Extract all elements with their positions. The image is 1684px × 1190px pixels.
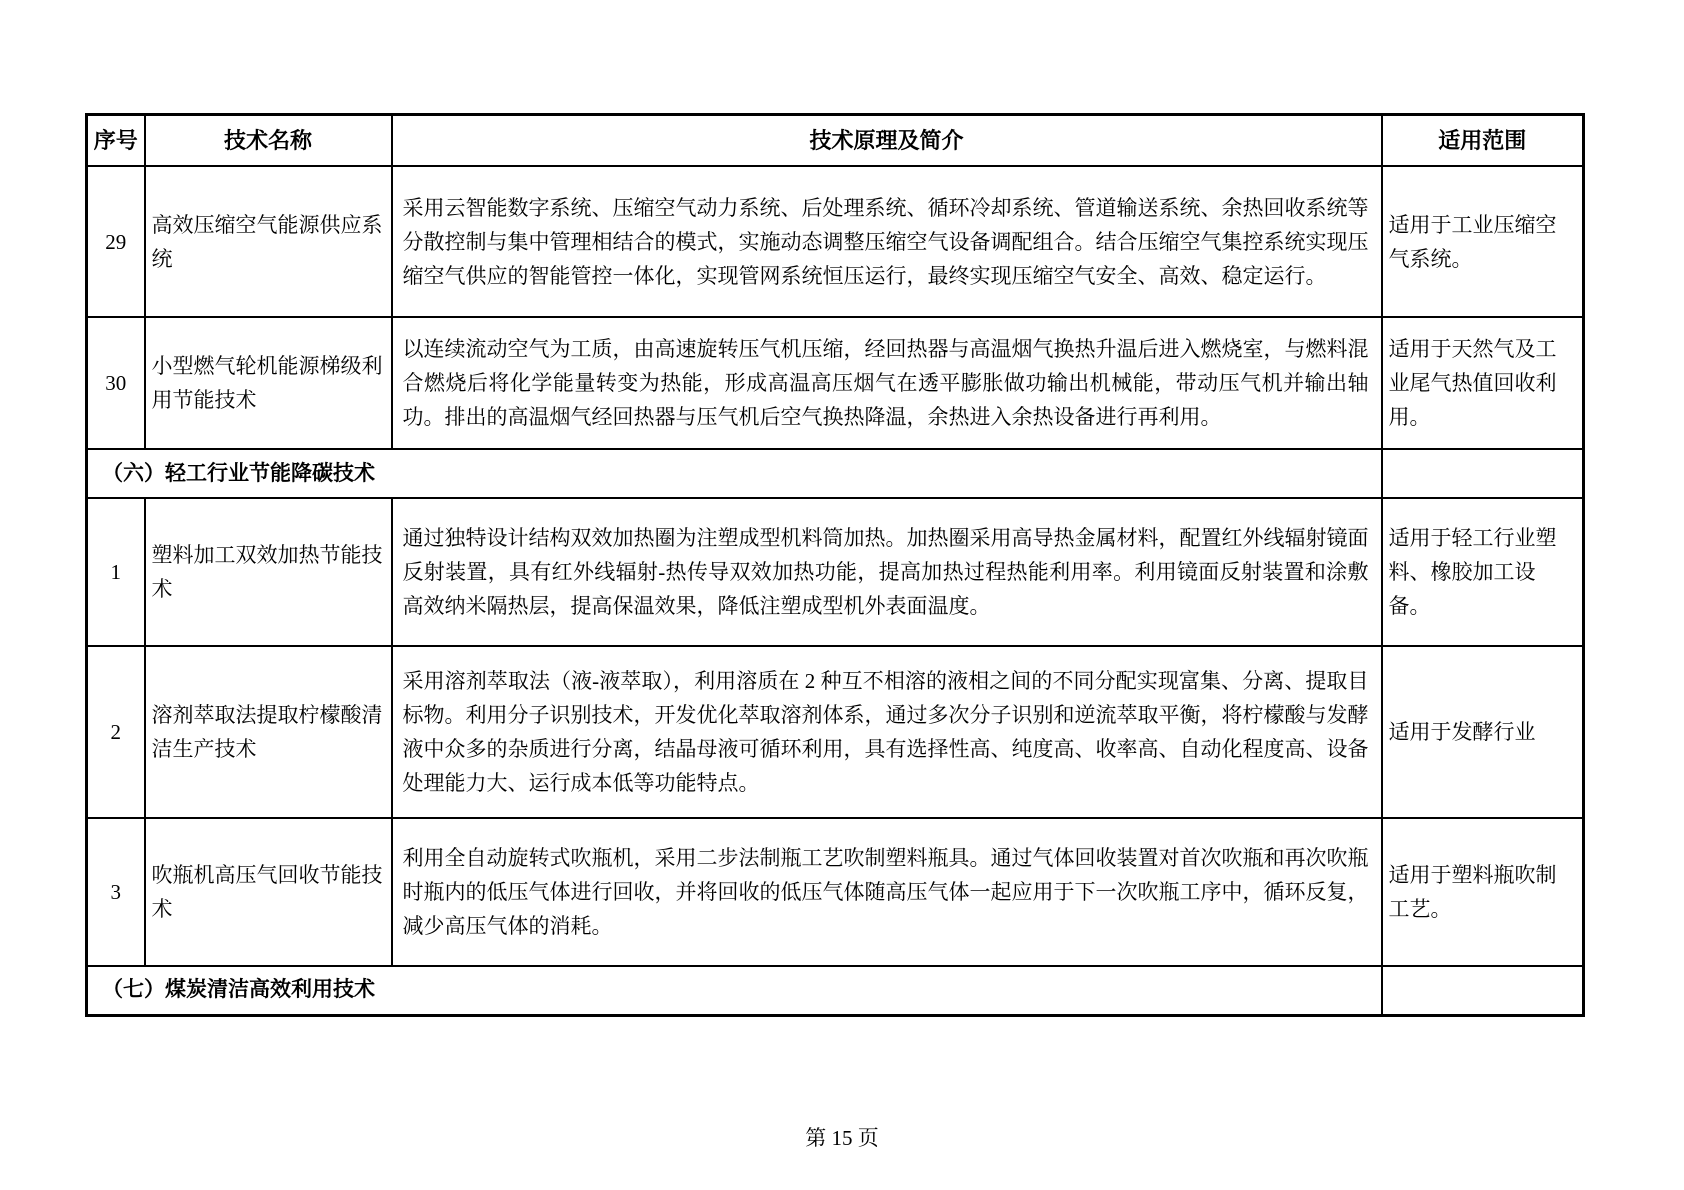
section-empty-cell	[1382, 966, 1584, 1015]
technology-description: 利用全自动旋转式吹瓶机，采用二步法制瓶工艺吹制塑料瓶具。通过气体回收装置对首次吹瓶和再次吹瓶时瓶内的低压气体进行回收，并将回收的低压气体随高压气体一起应用于下一次吹瓶工序中，循环反复，减少高压气体的消耗。	[392, 818, 1382, 966]
table-row	[87, 166, 1584, 317]
applicable-scope: 适用于发酵行业	[1382, 646, 1584, 818]
tech-table-body	[87, 166, 1584, 1015]
page-number: 第 15 页	[805, 1126, 879, 1150]
row-number: 3	[87, 818, 145, 966]
technology-description: 采用溶剂萃取法（液-液萃取），利用溶质在 2 种互不相溶的液相之间的不同分配实现富集、分离、提取目标物。利用分子识别技术，开发优化萃取溶剂体系，通过多次分子识别和逆流萃取平衡，将柠檬酸与发酵液中众多的杂质进行分离，结晶母液可循环利用，具有选择性高、纯度高、收率高、自动化程度高、设备处理能力大、运行成本低等功能特点。	[392, 646, 1382, 818]
row-number: 2	[87, 646, 145, 818]
applicable-scope: 适用于天然气及工业尾气热值回收利用。	[1382, 317, 1584, 449]
technology-name: 吹瓶机高压气回收节能技术	[145, 818, 392, 966]
row-number: 30	[87, 317, 145, 449]
section-header-label: （六）轻工行业节能降碳技术	[87, 449, 1382, 498]
column-header-no: 序号	[87, 115, 145, 167]
technology-description: 以连续流动空气为工质，由高速旋转压气机压缩，经回热器与高温烟气换热升温后进入燃烧室，与燃料混合燃烧后将化学能量转变为热能，形成高温高压烟气在透平膨胀做功输出机械能，带动压气机并输出轴功。排出的高温烟气经回热器与压气机后空气换热降温，余热进入余热设备进行再利用。	[392, 317, 1382, 449]
table-row	[87, 818, 1584, 966]
table-row	[87, 646, 1584, 818]
technology-name: 高效压缩空气能源供应系统	[145, 166, 392, 317]
section-row	[87, 966, 1584, 1015]
technology-description: 通过独特设计结构双效加热圈为注塑成型机料筒加热。加热圈采用高导热金属材料，配置红外线辐射镜面反射装置，具有红外线辐射-热传导双效加热功能，提高加热过程热能利用率。利用镜面反射装置和涂敷高效纳米隔热层，提高保温效果，降低注塑成型机外表面温度。	[392, 498, 1382, 646]
technology-name: 溶剂萃取法提取柠檬酸清洁生产技术	[145, 646, 392, 818]
table-row	[87, 317, 1584, 449]
technology-table	[85, 113, 1585, 1017]
row-number: 29	[87, 166, 145, 317]
applicable-scope: 适用于工业压缩空气系统。	[1382, 166, 1584, 317]
row-number: 1	[87, 498, 145, 646]
section-row	[87, 449, 1584, 498]
applicable-scope: 适用于轻工行业塑料、橡胶加工设备。	[1382, 498, 1584, 646]
technology-name: 小型燃气轮机能源梯级利用节能技术	[145, 317, 392, 449]
section-header-label: （七）煤炭清洁高效利用技术	[87, 966, 1382, 1015]
section-empty-cell	[1382, 449, 1584, 498]
technology-description: 采用云智能数字系统、压缩空气动力系统、后处理系统、循环冷却系统、管道输送系统、余热回收系统等分散控制与集中管理相结合的模式，实施动态调整压缩空气设备调配组合。结合压缩空气集控系统实现压缩空气供应的智能管控一体化，实现管网系统恒压运行，最终实现压缩空气安全、高效、稳定运行。	[392, 166, 1382, 317]
table-row	[87, 498, 1584, 646]
column-header-description: 技术原理及简介	[392, 115, 1382, 167]
column-header-name: 技术名称	[145, 115, 392, 167]
table-header-row	[87, 115, 1584, 167]
applicable-scope: 适用于塑料瓶吹制工艺。	[1382, 818, 1584, 966]
column-header-scope: 适用范围	[1382, 115, 1584, 167]
technology-name: 塑料加工双效加热节能技术	[145, 498, 392, 646]
